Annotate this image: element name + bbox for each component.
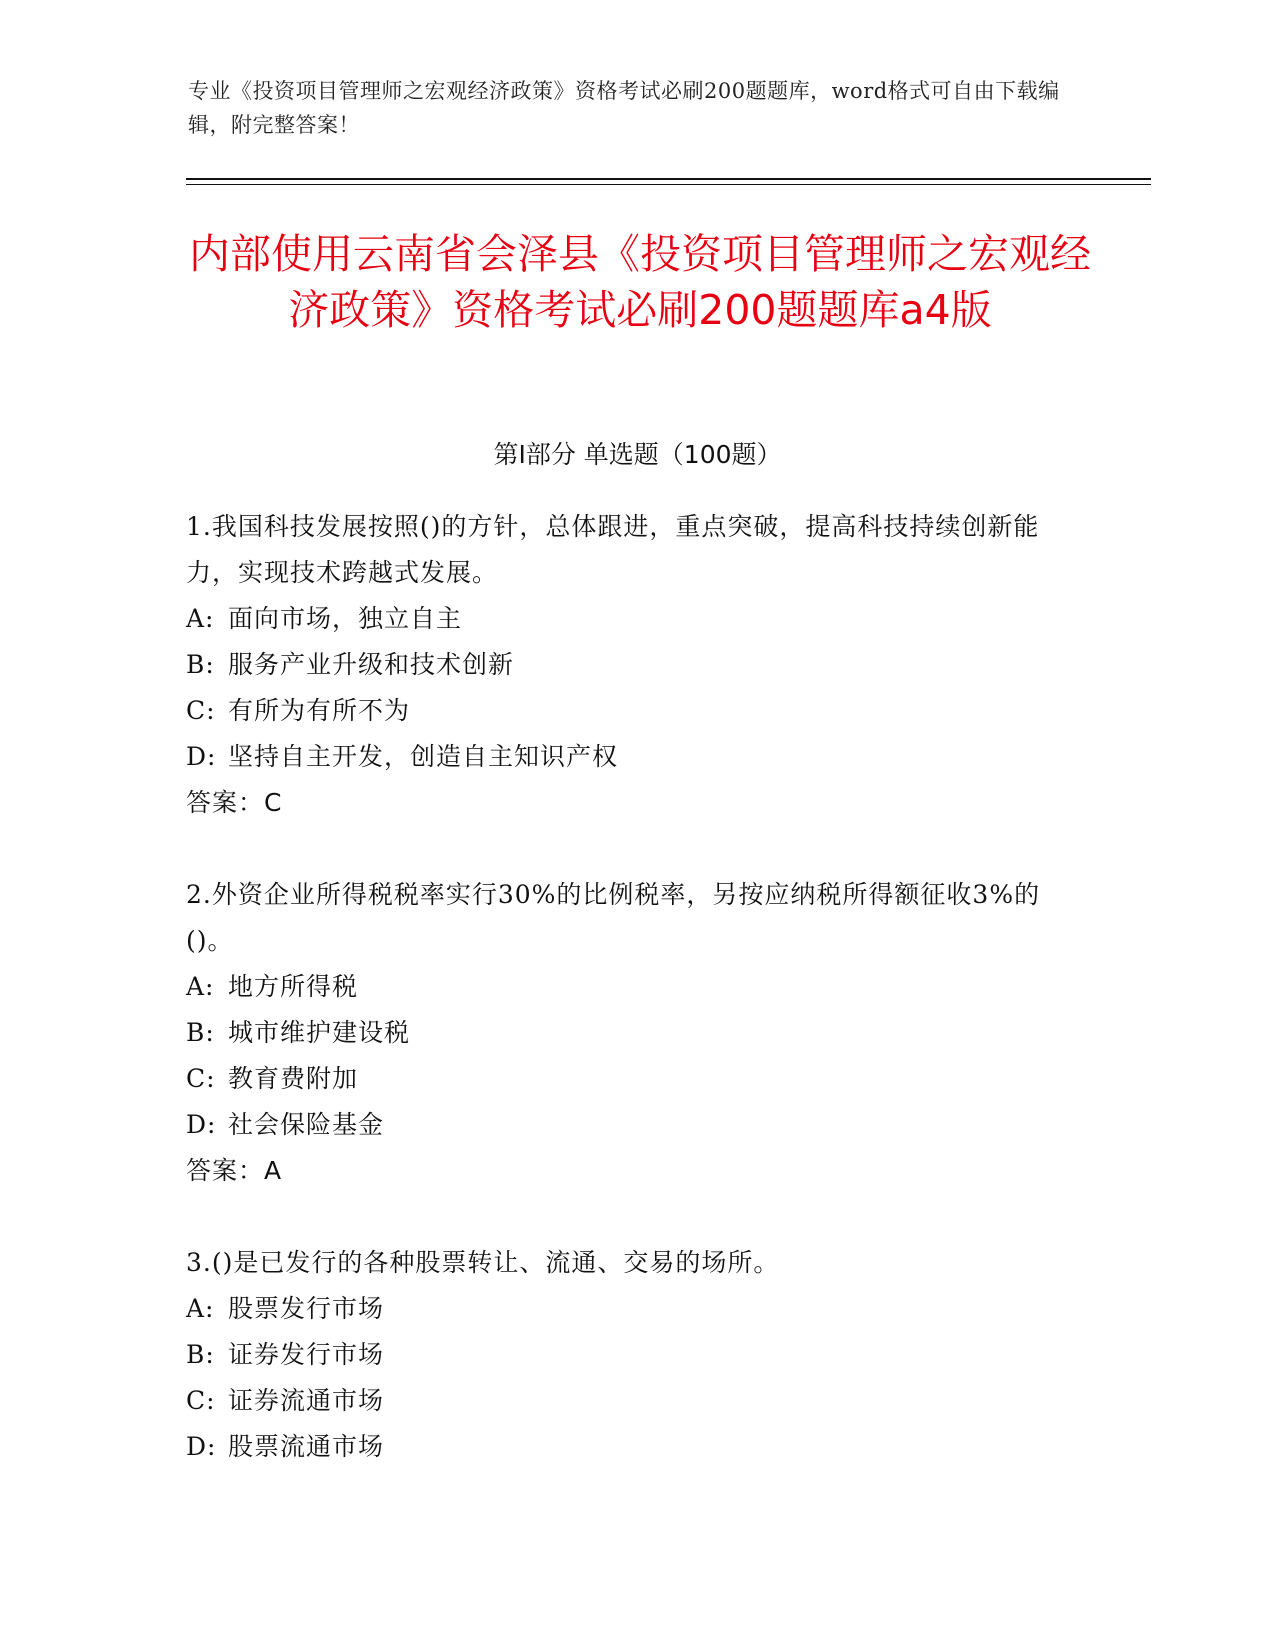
option-a xyxy=(186,1286,1066,1332)
option-a xyxy=(186,964,1066,1010)
option-key: B: xyxy=(186,1340,215,1369)
option-text: 服务产业升级和技术创新 xyxy=(228,650,515,679)
question-stem: 1.我国科技发展按照()的方针，总体跟进，重点突破，提高科技持续创新能力，实现技术跨越式发展。 xyxy=(186,512,1040,587)
option-a xyxy=(186,596,1066,642)
option-d xyxy=(186,1102,1066,1148)
option-b xyxy=(186,1332,1066,1378)
option-key: C: xyxy=(186,1386,216,1415)
option-key: D: xyxy=(186,1432,217,1461)
option-b xyxy=(186,642,1066,688)
option-text: 证券流通市场 xyxy=(228,1386,385,1415)
option-key: C: xyxy=(186,1064,216,1093)
option-c xyxy=(186,1378,1066,1424)
option-text: 社会保险基金 xyxy=(228,1110,385,1139)
question-stem: 2.外资企业所得税税率实行30%的比例税率，另按应纳税所得额征收3%的()。 xyxy=(186,880,1041,955)
header-note: 专业《投资项目管理师之宏观经济政策》资格考试必刷200题题库，word格式可自由下载编辑，附完整答案！ xyxy=(188,79,1060,137)
answer-line: 答案：A xyxy=(186,1156,283,1185)
option-d xyxy=(186,734,1066,780)
document-title: 内部使用云南省会泽县《投资项目管理师之宏观经济政策》资格考试必刷200题题库a4版 xyxy=(189,230,1091,334)
option-key: A: xyxy=(186,972,215,1001)
option-b xyxy=(186,1010,1066,1056)
option-key: B: xyxy=(186,1018,215,1047)
option-text: 有所为有所不为 xyxy=(228,696,411,725)
answer-line: 答案：C xyxy=(186,788,283,817)
option-key: C: xyxy=(186,696,216,725)
question-3 xyxy=(186,1240,1066,1470)
option-text: 城市维护建设税 xyxy=(228,1018,411,1047)
question-2 xyxy=(186,872,1066,1194)
option-c xyxy=(186,688,1066,734)
option-d xyxy=(186,1424,1066,1470)
option-text: 股票发行市场 xyxy=(228,1294,385,1323)
option-key: D: xyxy=(186,1110,217,1139)
header-rule-thin xyxy=(186,184,1151,185)
option-text: 面向市场，独立自主 xyxy=(228,604,463,633)
header-rule-thick xyxy=(186,178,1151,180)
option-text: 证券发行市场 xyxy=(228,1340,385,1369)
option-key: A: xyxy=(186,1294,215,1323)
option-text: 教育费附加 xyxy=(228,1064,359,1093)
option-key: A: xyxy=(186,604,215,633)
option-key: B: xyxy=(186,650,215,679)
section-title: 第Ⅰ部分 单选题（100题） xyxy=(493,440,782,469)
option-text: 坚持自主开发，创造自主知识产权 xyxy=(228,742,619,771)
question-1 xyxy=(186,504,1066,826)
option-text: 地方所得税 xyxy=(228,972,359,1001)
option-text: 股票流通市场 xyxy=(228,1432,385,1461)
question-stem: 3.()是已发行的各种股票转让、流通、交易的场所。 xyxy=(186,1248,780,1277)
option-key: D: xyxy=(186,742,217,771)
option-c xyxy=(186,1056,1066,1102)
